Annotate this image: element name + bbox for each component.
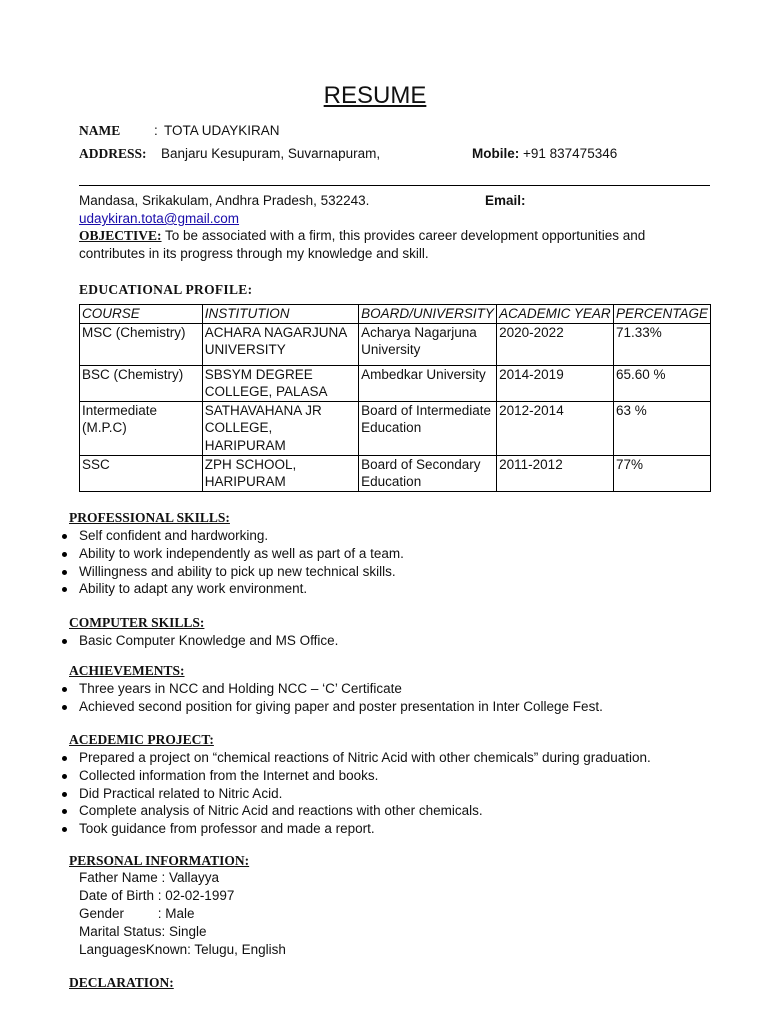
- table-cell: 2011-2012: [497, 455, 614, 491]
- address-label: ADDRESS:: [79, 146, 147, 161]
- table-row: [80, 455, 711, 491]
- list-item-text: Complete analysis of Nitric Acid and reactions with other chemicals.: [79, 803, 483, 819]
- education-heading: EDUCATIONAL PROFILE:: [79, 282, 253, 297]
- list-item-text: Ability to adapt any work environment.: [79, 581, 308, 597]
- professional-skills-list: [62, 527, 404, 598]
- list-item: [62, 698, 603, 716]
- table-cell: ZPH SCHOOL, HARIPURAM: [202, 455, 358, 491]
- bullet-icon: [62, 774, 67, 779]
- objective-label: OBJECTIVE:: [79, 228, 162, 243]
- personal-info-block: [79, 869, 286, 959]
- address-line2: Mandasa, Srikakulam, Andhra Pradesh, 532243.: [79, 193, 370, 208]
- bullet-icon: [62, 534, 67, 539]
- table-cell: 2020-2022: [497, 323, 614, 365]
- list-item: [62, 545, 404, 563]
- computer-skills-heading: COMPUTER SKILLS:: [69, 615, 205, 630]
- table-header-cell: INSTITUTION: [202, 305, 358, 324]
- table-cell: ACHARA NAGARJUNA UNIVERSITY: [202, 323, 358, 365]
- email-label: Email:: [485, 193, 526, 208]
- bullet-icon: [62, 587, 67, 592]
- list-item: [62, 680, 603, 698]
- list-item: [62, 527, 404, 545]
- list-item-text: Three years in NCC and Holding NCC – ‘C’ Certificate: [79, 681, 402, 696]
- name-separator: :: [154, 123, 158, 138]
- table-header-cell: BOARD/UNIVERSITY: [359, 305, 497, 324]
- education-table: [79, 304, 711, 492]
- date-of-birth: Date of Birth : 02-02-1997: [79, 887, 235, 903]
- declaration-heading: DECLARATION:: [69, 975, 174, 990]
- table-cell: 71.33%: [613, 323, 710, 365]
- bullet-icon: [62, 809, 67, 814]
- professional-skills-heading: PROFESSIONAL SKILLS:: [69, 510, 230, 525]
- list-item: [62, 580, 404, 598]
- list-item: [62, 785, 651, 803]
- table-cell: BSC (Chemistry): [80, 365, 203, 401]
- bullet-icon: [62, 792, 67, 797]
- table-cell: Board of Secondary Education: [359, 455, 497, 491]
- computer-skills-list: [62, 632, 338, 650]
- list-item-text: Ability to work independently as well as part of a team.: [79, 545, 404, 561]
- table-header-row: [80, 305, 711, 324]
- mobile-value: +91 837475346: [523, 146, 618, 161]
- table-cell: 65.60 %: [613, 365, 710, 401]
- table-cell: SBSYM DEGREE COLLEGE, PALASA: [202, 365, 358, 401]
- personal-info-heading: PERSONAL INFORMATION:: [69, 853, 250, 868]
- list-item-text: Prepared a project on “chemical reactions of Nitric Acid with other chemicals” during graduation.: [79, 750, 651, 765]
- academic-project-list: [62, 749, 651, 838]
- table-cell: Board of Intermediate Education: [359, 401, 497, 455]
- table-cell: 2014-2019: [497, 365, 614, 401]
- achievements-list: [62, 680, 603, 716]
- name-value: TOTA UDAYKIRAN: [164, 123, 280, 138]
- list-item-text: Took guidance from professor and made a report.: [79, 821, 375, 837]
- table-row: [80, 365, 711, 401]
- table-cell: Ambedkar University: [359, 365, 497, 401]
- gender: Gender : Male: [79, 905, 195, 921]
- table-cell: Acharya Nagarjuna University: [359, 323, 497, 365]
- list-item-text: Did Practical related to Nitric Acid.: [79, 785, 283, 801]
- table-header-cell: PERCENTAGE: [613, 305, 710, 324]
- languages-known: LanguagesKnown: Telugu, English: [79, 941, 286, 957]
- father-name: Father Name : Vallayya: [79, 870, 220, 885]
- header-divider: [79, 185, 710, 186]
- marital-status: Marital Status: Single: [79, 923, 207, 939]
- table-header-cell: ACADEMIC YEAR: [497, 305, 614, 324]
- list-item: [62, 802, 651, 820]
- table-row: [80, 401, 711, 455]
- list-item: [62, 749, 651, 767]
- table-cell: 2012-2014: [497, 401, 614, 455]
- bullet-icon: [62, 827, 67, 832]
- mobile-label: Mobile:: [472, 146, 520, 161]
- table-cell: MSC (Chemistry): [80, 323, 203, 365]
- list-item: [62, 820, 651, 838]
- bullet-icon: [62, 705, 67, 710]
- objective-line1: [79, 228, 645, 244]
- table-cell: 63 %: [613, 401, 710, 455]
- bullet-icon: [62, 639, 67, 644]
- objective-text-1: To be associated with a firm, this provides career development opportunities and: [161, 228, 646, 243]
- table-cell: SATHAVAHANA JR COLLEGE, HARIPURAM: [202, 401, 358, 455]
- list-item-text: Self confident and hardworking.: [79, 528, 269, 543]
- resume-title: RESUME: [323, 82, 427, 109]
- address-line1: Banjaru Kesupuram, Suvarnapuram,: [161, 146, 381, 161]
- achievements-heading: ACHIEVEMENTS:: [69, 663, 185, 678]
- table-cell: SSC: [80, 455, 203, 491]
- list-item-text: Basic Computer Knowledge and MS Office.: [79, 633, 339, 648]
- list-item: [62, 632, 338, 650]
- list-item: [62, 563, 404, 581]
- table-cell: 77%: [613, 455, 710, 491]
- table-header-cell: COURSE: [80, 305, 203, 324]
- bullet-icon: [62, 756, 67, 761]
- table-cell: Intermediate (M.P.C): [80, 401, 203, 455]
- email-link[interactable]: udaykiran.tota@gmail.com: [79, 211, 240, 226]
- bullet-icon: [62, 552, 67, 557]
- list-item-text: Willingness and ability to pick up new technical skills.: [79, 563, 396, 579]
- bullet-icon: [62, 570, 67, 575]
- table-row: [80, 323, 711, 365]
- list-item-text: Collected information from the Internet and books.: [79, 767, 379, 783]
- objective-line2: contributes in its progress through my knowledge and skill.: [79, 246, 429, 261]
- list-item: [62, 767, 651, 785]
- academic-project-heading: ACEDEMIC PROJECT:: [69, 732, 214, 747]
- name-label: NAME: [79, 123, 121, 138]
- list-item-text: Achieved second position for giving paper and poster presentation in Inter College Fest.: [79, 698, 603, 714]
- bullet-icon: [62, 687, 67, 692]
